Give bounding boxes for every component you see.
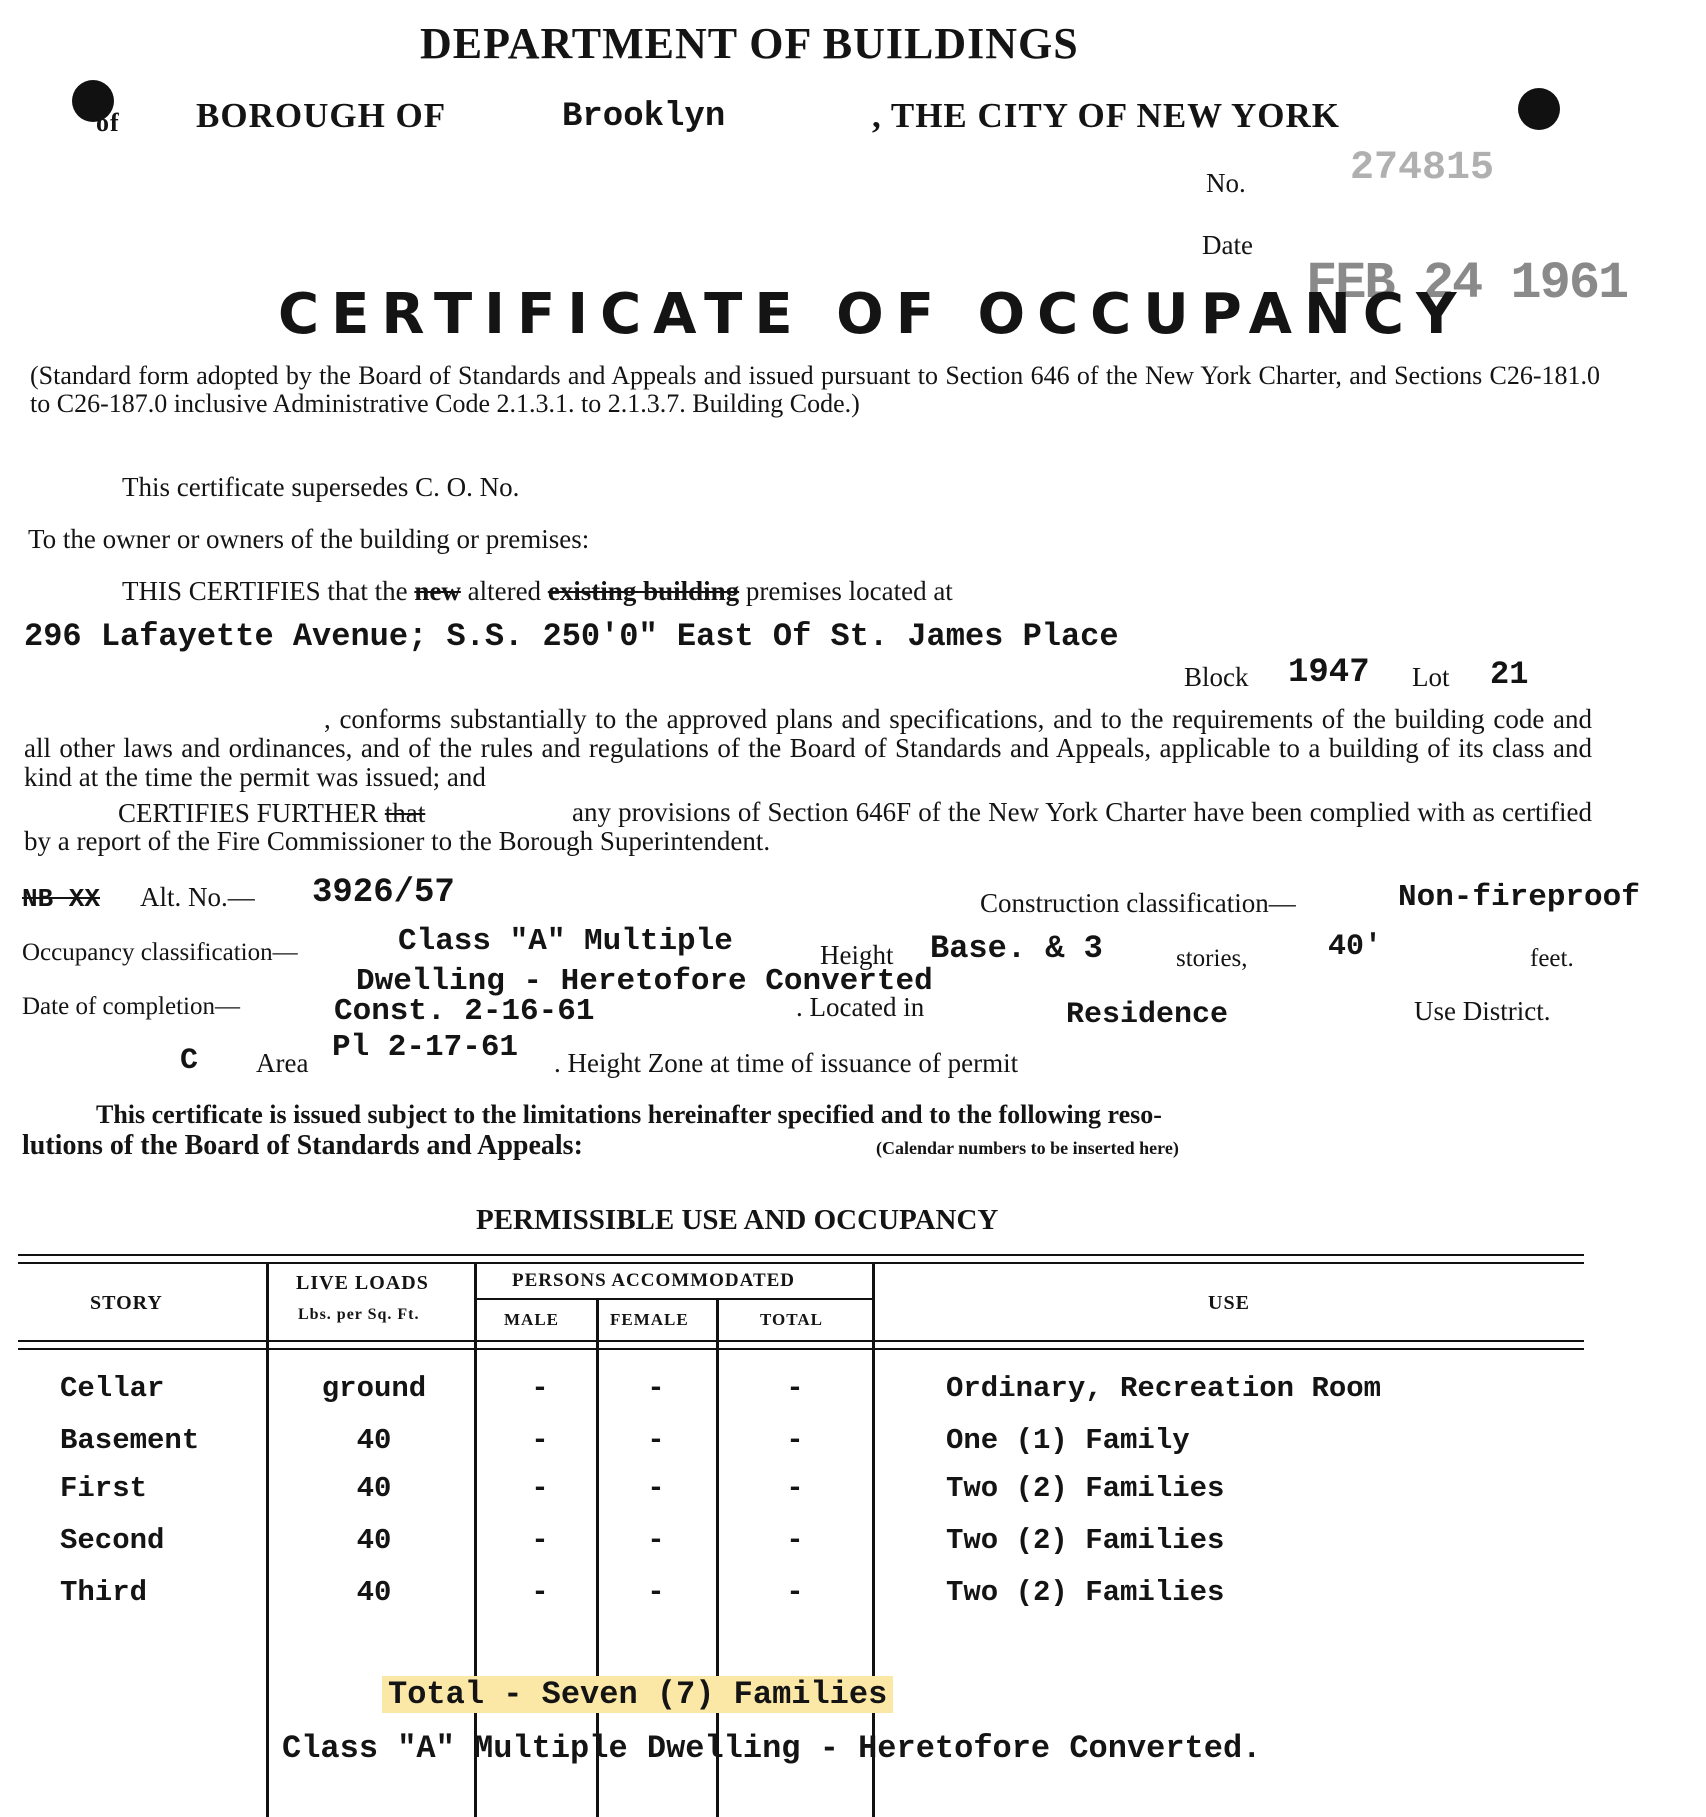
stories-label: stories, — [1176, 945, 1248, 972]
cell-use: Two (2) Families — [946, 1472, 1225, 1505]
date-stamp: FEB 24 1961 — [1306, 254, 1628, 313]
use-district-label: Use District. — [1414, 996, 1551, 1026]
certifies-further-lead: CERTIFIES FURTHER — [118, 798, 379, 828]
total-line — [382, 1676, 893, 1713]
cell-load: 40 — [356, 1576, 392, 1609]
cell-total: - — [786, 1424, 804, 1457]
table-header-rule-1 — [18, 1340, 1584, 1342]
cell-story: Cellar — [60, 1372, 165, 1405]
height-label: Height — [820, 940, 894, 970]
header-female: FEMALE — [610, 1310, 689, 1329]
table-top-rule-1 — [18, 1254, 1584, 1256]
header-live-loads-unit: Lbs. per Sq. Ft. — [298, 1306, 420, 1323]
certificate-title: CERTIFICATE OF OCCUPANCY — [278, 282, 1469, 347]
borough-label: BOROUGH OF — [196, 96, 447, 135]
cell-total: - — [786, 1576, 804, 1609]
cell-male: - — [531, 1372, 549, 1405]
pl-value: Pl 2-17-61 — [332, 1030, 519, 1065]
block-value: 1947 — [1288, 654, 1370, 692]
header-story: STORY — [90, 1292, 163, 1314]
height-zone-label: . Height Zone at time of issuance of permit — [554, 1048, 1019, 1078]
col-divider-1 — [266, 1264, 269, 1817]
certifies-line — [122, 576, 953, 606]
department-title: DEPARTMENT OF BUILDINGS — [420, 19, 1079, 68]
supersedes-line: This certificate supersedes C. O. No. — [122, 472, 520, 502]
header-use: USE — [1208, 1292, 1250, 1314]
cell-load: ground — [321, 1372, 427, 1405]
cell-use: Ordinary, Recreation Room — [946, 1372, 1382, 1405]
city-label: , THE CITY OF NEW YORK — [872, 96, 1340, 135]
table-header-rule-2 — [18, 1348, 1584, 1350]
header-persons: PERSONS ACCOMMODATED — [512, 1270, 796, 1291]
cell-male: - — [531, 1524, 549, 1557]
cell-load: 40 — [356, 1524, 392, 1557]
punch-hole-right — [1518, 88, 1560, 130]
table-title: PERMISSIBLE USE AND OCCUPANCY — [476, 1204, 999, 1236]
cell-female: - — [647, 1424, 665, 1457]
cell-total: - — [786, 1472, 804, 1505]
cell-use: One (1) Family — [946, 1424, 1190, 1457]
occupancy-value-2: Dwelling - Heretofore Converted — [356, 964, 933, 999]
cell-story: Second — [60, 1524, 165, 1557]
cell-story: Basement — [60, 1424, 200, 1457]
premises-address: 296 Lafayette Avenue; S.S. 250'0" East Of St. James Place — [24, 618, 1119, 655]
header-total: TOTAL — [760, 1310, 823, 1329]
feet-value: 40' — [1328, 930, 1383, 964]
lot-label: Lot — [1412, 662, 1450, 692]
height-value: Base. & 3 — [930, 930, 1103, 967]
alt-value: 3926/57 — [312, 874, 455, 912]
subject-text-2: lutions of the Board of Standards and Appeals: — [22, 1130, 583, 1161]
table-top-rule-2 — [18, 1262, 1584, 1264]
struck-new: new — [414, 576, 461, 606]
construction-label: Construction classification— — [980, 888, 1296, 918]
cell-male: - — [531, 1472, 549, 1505]
cell-male: - — [531, 1424, 549, 1457]
completion-value: Const. 2-16-61 — [334, 994, 595, 1029]
header-live-loads: LIVE LOADS — [296, 1272, 429, 1294]
number-label: No. — [1206, 168, 1246, 198]
certifies-tail: premises located at — [745, 576, 953, 606]
area-value: C — [180, 1044, 199, 1078]
certifies-further-text: any provisions of Section 646F of the New York Charter have been complied with as certified by a report of the Fire Commissioner to the Borough Superintendent. — [24, 797, 1592, 856]
cell-male: - — [531, 1576, 549, 1609]
total-line-text: Total - Seven (7) Families — [382, 1676, 893, 1713]
class-line: Class "A" Multiple Dwelling - Heretofore Converted. — [282, 1730, 1262, 1767]
struck-existing: existing building — [547, 576, 740, 606]
header-male: MALE — [504, 1310, 559, 1329]
area-label: Area — [256, 1048, 309, 1078]
of-label: of — [96, 108, 120, 137]
cell-female: - — [647, 1472, 665, 1505]
located-label: . Located in — [796, 992, 925, 1022]
altered-word: altered — [467, 576, 542, 606]
cell-load: 40 — [356, 1424, 392, 1457]
cell-female: - — [647, 1372, 665, 1405]
persons-rule — [476, 1298, 874, 1300]
alt-struck: NB XX — [22, 884, 101, 914]
cell-female: - — [647, 1576, 665, 1609]
certifies-lead: THIS CERTIFIES that the — [122, 576, 408, 606]
block-label: Block — [1184, 662, 1249, 692]
number-stamp: 274815 — [1350, 146, 1495, 191]
cell-female: - — [647, 1524, 665, 1557]
located-value: Residence — [1066, 998, 1229, 1032]
alt-label: Alt. No.— — [140, 882, 255, 912]
lot-value: 21 — [1490, 656, 1529, 693]
struck-that: that — [384, 798, 426, 828]
cell-story: Third — [60, 1576, 148, 1609]
construction-value: Non-fireproof — [1398, 880, 1640, 915]
cell-total: - — [786, 1524, 804, 1557]
borough-value: Brooklyn — [562, 98, 726, 136]
feet-label: feet. — [1530, 945, 1574, 972]
subject-text-1: This certificate is issued subject to the limitations hereinafter specified and to the following reso- — [96, 1100, 1162, 1129]
cell-use: Two (2) Families — [946, 1524, 1225, 1557]
cell-total: - — [786, 1372, 804, 1405]
conforms-paragraph: , conforms substantially to the approved plans and specifications, and to the requirements of the building code and all other laws and ordinances, and of the rules and regulations of the Board of Standards and Appeals, applicable to a building of its class and kind at the time the permit was issued; and — [24, 704, 1592, 792]
cell-use: Two (2) Families — [946, 1576, 1225, 1609]
completion-label: Date of completion— — [22, 993, 240, 1020]
date-label: Date — [1202, 230, 1253, 260]
cell-load: 40 — [356, 1472, 392, 1505]
cell-story: First — [60, 1472, 148, 1505]
calendar-note: (Calendar numbers to be inserted here) — [876, 1138, 1179, 1158]
to-owner-line: To the owner or owners of the building or premises: — [28, 524, 590, 554]
standard-form-note: (Standard form adopted by the Board of Standards and Appeals and issued pursuant to Section 646 of the New York Charter, and Sections C26-181.0 to C26-187.0 inclusive Administrative Code 2.1.3.1. to 2.1.3.7. Building Code.) — [30, 361, 1600, 418]
occupancy-value-1: Class "A" Multiple — [398, 924, 733, 959]
occupancy-label: Occupancy classification— — [22, 939, 298, 966]
